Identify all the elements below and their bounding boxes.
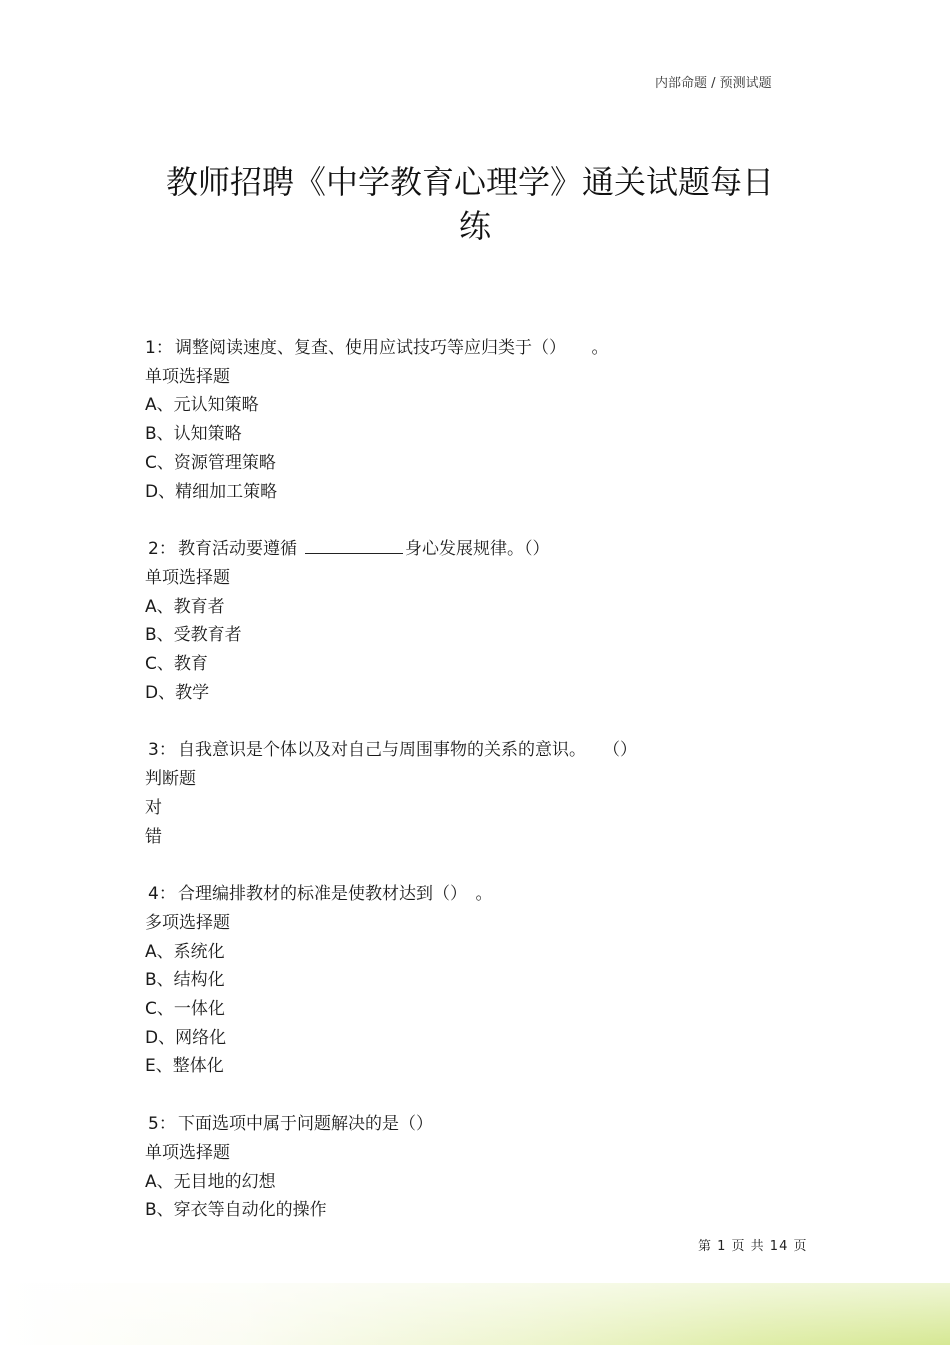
- header-tag: 内部命题 / 预测试题: [655, 76, 772, 91]
- question-text: 下面选项中属于问题解决的是（）: [178, 1114, 433, 1135]
- option-b: B、结构化: [145, 970, 225, 991]
- option-a: A、无目地的幻想: [145, 1171, 276, 1192]
- question-type: 单项选择题: [145, 1142, 230, 1163]
- question-stem: [145, 1110, 825, 1139]
- option-false: 错: [145, 826, 162, 847]
- title-line-1: 教师招聘《中学教育心理学》通关试题每日: [165, 163, 774, 201]
- question-text: 自我意识是个体以及对自己与周围事物的关系的意识。 （）: [178, 740, 637, 761]
- option-e: E、整体化: [145, 1056, 224, 1077]
- option-c: C、一体化: [145, 999, 225, 1020]
- question-3: [145, 736, 825, 851]
- question-number: 4：: [148, 884, 176, 905]
- option-b: B、穿衣等自动化的操作: [145, 1200, 327, 1221]
- question-number: 3：: [148, 740, 176, 761]
- question-type: 判断题: [145, 769, 196, 790]
- question-1: [145, 334, 825, 506]
- page-number: 第 1 页 共 14 页: [698, 1239, 808, 1254]
- question-number: 2：: [148, 539, 176, 560]
- question-stem: [145, 535, 825, 564]
- question-stem: [145, 334, 825, 363]
- option-a: A、系统化: [145, 941, 225, 962]
- option-true: 对: [145, 797, 162, 818]
- question-text: 合理编排教材的标准是使教材达到（） 。: [178, 884, 493, 905]
- question-stem: [145, 736, 825, 765]
- option-a: A、元认知策略: [145, 395, 259, 416]
- question-text-after: 身心发展规律。（）: [405, 539, 550, 560]
- decorative-bottom-band: [0, 1283, 950, 1345]
- document-title: [0, 160, 950, 248]
- question-type: 单项选择题: [145, 567, 230, 588]
- option-a: A、教育者: [145, 596, 225, 617]
- question-2: [145, 535, 825, 707]
- question-number: 1：: [145, 338, 173, 358]
- question-text: 调整阅读速度、复查、使用应试技巧等应归类于（） 。: [175, 338, 609, 358]
- option-b: B、受教育者: [145, 625, 242, 646]
- option-d: D、精细加工策略: [145, 481, 278, 502]
- question-type: 多项选择题: [145, 912, 230, 933]
- option-c: C、教育: [145, 654, 208, 675]
- option-b: B、认知策略: [145, 424, 242, 445]
- option-d: D、教学: [145, 682, 210, 703]
- question-list: [145, 334, 825, 1254]
- fill-blank: [305, 537, 403, 554]
- title-line-2: 练: [458, 207, 491, 245]
- option-c: C、资源管理策略: [145, 452, 276, 473]
- question-type: 单项选择题: [145, 366, 230, 387]
- question-4: [145, 880, 825, 1081]
- question-text-before: 教育活动要遵循: [178, 539, 297, 560]
- question-5: [145, 1110, 825, 1225]
- option-d: D、网络化: [145, 1027, 227, 1048]
- question-stem: [145, 880, 825, 909]
- question-number: 5：: [148, 1114, 176, 1135]
